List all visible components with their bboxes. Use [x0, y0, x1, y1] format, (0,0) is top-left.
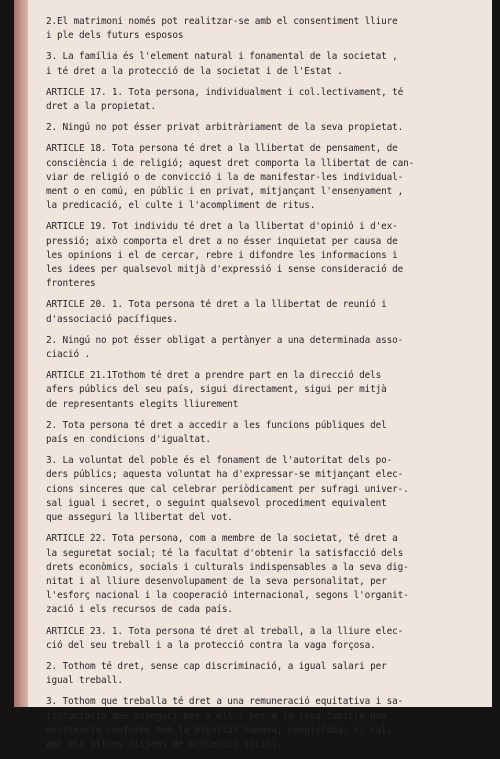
text-line: la predicació, el culte i l'acompliment de ritus.	[46, 200, 316, 212]
document-page	[14, 0, 492, 750]
text-line: 3. La família és l'element natural i fonamental de la societat ,	[46, 51, 398, 63]
paragraph-art23-p2	[46, 660, 486, 688]
text-line: les idees per qualsevol mitjà d'expressió i sense consideració de	[46, 264, 404, 276]
text-line: sal igual i secret, o seguint qualsevol procediment equivalent	[46, 497, 387, 509]
text-line: 3. La voluntat del poble és el fonament de l'autoritat dels po-	[46, 455, 393, 467]
text-line: ders públics; aquesta voluntat ha d'expressar-se mitjançant elec-	[46, 469, 404, 481]
text-line: ciació .	[46, 349, 90, 361]
paragraph-art22	[46, 532, 486, 617]
text-line: drets econòmics, socials i culturals indispensables a la seva dig-	[46, 561, 409, 573]
paragraph-art20-p2	[46, 334, 486, 362]
text-line: tisfactòria que asseguri per a ell i per a la seva família una	[46, 710, 387, 722]
paragraph-art17-p2	[46, 121, 486, 135]
text-line: cions sinceres que cal celebrar periòdicament per sufragi univer-.	[46, 483, 409, 495]
paragraph-art17-p1	[46, 86, 486, 114]
text-line: ARTICLE 18. Tota persona té dret a la llibertat de pensament, de	[46, 143, 398, 155]
text-line: ció del seu treball i a la protecció contra la vaga forçosa.	[46, 639, 376, 651]
text-line: existència conforme amb la dignitat humana; completada, si cal,	[46, 724, 393, 736]
paragraph-art21-p1	[46, 369, 486, 412]
text-line: 2.El matrimoni només pot realitzar-se amb el consentiment lliure	[46, 16, 398, 27]
text-line: nitat i al lliure desenvolupament de la seva personalitat, per	[46, 575, 387, 587]
paragraph-art16-p3	[46, 50, 486, 78]
text-line: dret a la propietat.	[46, 101, 156, 113]
text-line: de representants elegits lliurement	[46, 398, 239, 410]
paragraph-art19	[46, 220, 486, 291]
paragraph-art18	[46, 142, 486, 213]
text-line: 2. Ningú no pot ésser privat arbitràriament de la seva propietat.	[46, 122, 404, 134]
text-line: pressió; això comporta el dret a no ésser inquietat per causa de	[46, 235, 398, 247]
text-line: afers públics del seu país, sigui directament, sigui per mitjà	[46, 384, 387, 396]
text-line: i ple dels futurs esposos	[46, 30, 184, 42]
text-line: ARTICLE 23. 1. Tota persona té dret al treball, a la lliure elec-	[46, 625, 404, 637]
text-line: país en condicions d'igualtat.	[46, 434, 211, 446]
text-line: l'esforç nacional i la cooperació internacional, segons l'organit-	[46, 590, 409, 602]
text-line: consciència i de religió; aquest dret comporta la llibertat de can-	[46, 157, 415, 169]
text-line: zació i els recursos de cada país.	[46, 604, 233, 616]
text-line: i té dret a la protecció de la societat i de l'Estat .	[46, 65, 343, 77]
paragraph-art23-p1	[46, 625, 486, 653]
text-line: 2. Tothom té dret, sense cap discriminació, a igual salari per	[46, 660, 387, 672]
text-line: viar de religió o de convicció i la de manifestar-les individual-	[46, 171, 404, 183]
text-line: 2. Tota persona té dret a accedir a les funcions públiques del	[46, 419, 387, 431]
text-line: les opinions i el de cercar, rebre i difondre les informacions i	[46, 249, 398, 261]
text-line: amb els altres mitjans de protecció social.	[46, 738, 283, 750]
text-line: ARTICLE 19. Tot individu té dret a la llibertat d'opinió i d'ex-	[46, 221, 398, 233]
text-line: igual treball.	[46, 675, 123, 687]
page-edge	[14, 0, 28, 707]
text-line: que asseguri la llibertat del vot.	[46, 512, 233, 524]
document-text	[46, 15, 486, 759]
text-line: la seguretat social; té la facultat d'obtenir la satisfacció dels	[46, 547, 404, 559]
text-line: ARTICLE 21.1Tothom té dret a prendre part en la direcció dels	[46, 370, 382, 382]
paragraph-art23-p3	[46, 695, 486, 752]
paragraph-art16-p2	[46, 15, 486, 43]
paragraph-art20-p1	[46, 298, 486, 326]
text-line: ARTICLE 22. Tota persona, com a membre de la societat, té dret a	[46, 533, 398, 545]
text-line: ARTICLE 17. 1. Tota persona, individualment i col.lectivament, té	[46, 86, 404, 98]
text-line: d'associació pacífiques.	[46, 313, 178, 325]
text-line: 3. Tothom que treballa té dret a una remuneració equitativa i sa-	[46, 696, 404, 708]
text-line: ment o en comú, en públic i en privat, mitjançant l'ensenyament ,	[46, 186, 404, 198]
paragraph-art21-p3	[46, 454, 486, 525]
paragraph-art21-p2	[46, 419, 486, 447]
text-line: 2. Ningú no pot ésser obligat a pertànyer a una determinada asso-	[46, 334, 404, 346]
text-line: ARTICLE 20. 1. Tota persona té dret a la llibertat de reunió i	[46, 299, 387, 311]
text-line: fronteres	[46, 278, 96, 290]
